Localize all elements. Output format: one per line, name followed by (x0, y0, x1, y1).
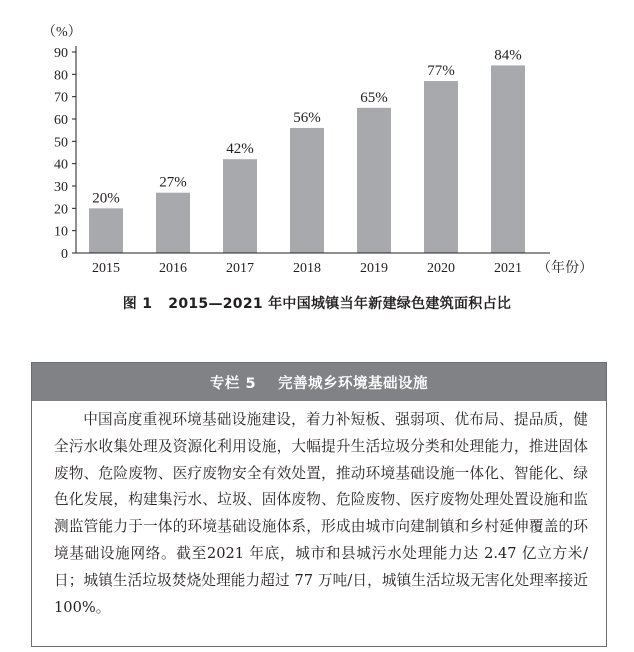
info-box (31, 362, 607, 647)
figure-caption (0, 293, 634, 313)
x-tick-label-2016: 2016 (159, 261, 187, 276)
value-label-2018: 56% (293, 109, 321, 126)
x-tick-label-2020: 2020 (427, 261, 455, 276)
bar-chart (0, 0, 634, 290)
bar-2016 (156, 193, 190, 253)
bar-2017 (223, 159, 257, 253)
bar-2015 (89, 208, 123, 253)
value-label-2020: 77% (427, 63, 455, 80)
y-tick-label: 60 (54, 113, 68, 128)
info-box-body (54, 407, 588, 621)
x-tick-label-2021: 2021 (494, 261, 522, 276)
y-axis-ticks (54, 46, 76, 262)
y-axis-unit: （%） (42, 25, 82, 40)
value-label-2017: 42% (226, 141, 254, 158)
bar-2018 (290, 128, 324, 253)
info-box-header (32, 363, 606, 401)
x-axis-tick-labels (92, 261, 522, 276)
value-label-2021: 84% (494, 47, 522, 64)
x-axis-unit: （年份） (537, 261, 593, 276)
info-box-title: 完善城乡环境基础设施 (278, 375, 429, 392)
y-tick-label: 70 (54, 90, 68, 106)
y-tick-label: 10 (54, 224, 68, 240)
value-label-2016: 27% (159, 174, 187, 191)
value-label-2015: 20% (92, 190, 120, 207)
y-tick-label: 30 (54, 180, 68, 195)
y-tick-label: 90 (54, 46, 68, 61)
y-tick-label: 50 (54, 135, 68, 151)
info-box-number: 专栏 5 (209, 375, 257, 392)
bar-2019 (357, 108, 391, 253)
x-tick-label-2015: 2015 (92, 261, 120, 276)
y-tick-label: 80 (54, 68, 68, 84)
x-tick-label-2017: 2017 (226, 261, 254, 276)
y-tick-label: 40 (54, 157, 68, 173)
bar-2021 (491, 65, 525, 253)
x-tick-label-2019: 2019 (360, 261, 388, 276)
info-box-paragraph: 中国高度重视环境基础设施建设，着力补短板、强弱项、优布局、提品质，健全污水收集处理及资源化利用设施，大幅提升生活垃圾分类和处理能力，推进固体废物、危险废物、医疗废物安全有效处置，推动环境基础设施一体化、智能化、绿色化发展，构建集污水、垃圾、固体废物、危险废物、医疗废物处理处置设施和监测监管能力于一体的环境基础设施体系，形成由城市向建制镇和乡村延伸覆盖的环境基础设施网络。截至2021 年底，城市和县城污水处理能力达 2.47 亿立方米/日；城镇生活垃圾焚烧处理能力超过 77 万吨/日，城镇生活垃圾无害化处理率接近 100%。 (54, 411, 588, 616)
figure-title: 2015—2021 年中国城镇当年新建绿色建筑面积占比 (168, 296, 512, 312)
y-tick-label: 20 (54, 202, 68, 218)
y-tick-label: 0 (61, 247, 68, 262)
value-label-2019: 65% (360, 89, 388, 106)
x-tick-label-2018: 2018 (293, 261, 321, 276)
bars (89, 65, 525, 253)
bar-2020 (424, 81, 458, 253)
figure-number: 图 1 (122, 296, 153, 312)
